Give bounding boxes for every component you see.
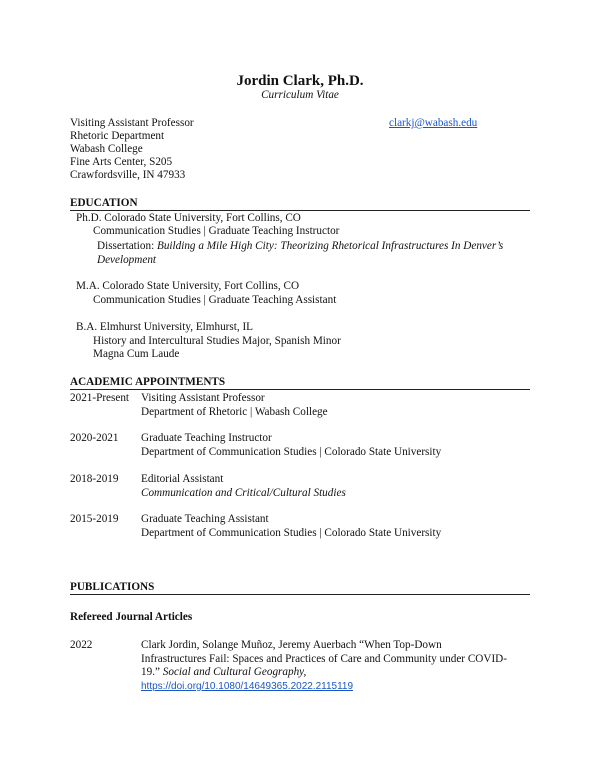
cv-name: Jordin Clark, Ph.D.: [236, 73, 364, 89]
appointment-title: Editorial Assistant: [141, 473, 224, 485]
article-journal: Social and Cultural Geography,: [162, 666, 307, 678]
article-citation-line2: Infrastructures Fail: Spaces and Practices of Care and Community under COVID-: [141, 653, 507, 665]
appointments-rule: [70, 389, 530, 390]
article-doi-link[interactable]: https://doi.org/10.1080/14649365.2022.2115119: [141, 681, 354, 692]
address-title: Visiting Assistant Professor: [70, 117, 194, 129]
refereed-articles-subheading: Refereed Journal Articles: [70, 611, 193, 623]
phd-line: Ph.D. Colorado State University, Fort Collins, CO: [76, 212, 301, 224]
email-link[interactable]: clarkj@wabash.edu: [389, 117, 478, 129]
appointment-detail: Department of Communication Studies | Colorado State University: [141, 527, 442, 539]
article-year: 2022: [70, 639, 93, 651]
appointment-detail: Department of Communication Studies | Colorado State University: [141, 446, 442, 458]
appointment-title: Graduate Teaching Assistant: [141, 513, 269, 525]
ma-line: M.A. Colorado State University, Fort Collins, CO: [76, 280, 300, 292]
appointment-detail: Communication and Critical/Cultural Studies: [141, 487, 346, 499]
address-department: Rhetoric Department: [70, 130, 165, 142]
dissertation-title-cont: Development: [97, 254, 157, 266]
appointment-title: Graduate Teaching Instructor: [141, 432, 272, 444]
ba-major: History and Intercultural Studies Major, Spanish Minor: [93, 335, 341, 347]
address-building: Fine Arts Center, S205: [70, 156, 173, 168]
ba-honors: Magna Cum Laude: [93, 348, 180, 360]
dissertation-label: Dissertation:: [97, 240, 157, 252]
article-citation-end: 19.”: [141, 666, 163, 678]
article-citation-line1: Clark Jordin, Solange Muñoz, Jeremy Auerbach “When Top-Down: [141, 639, 442, 651]
ma-field: Communication Studies | Graduate Teaching Assistant: [93, 294, 337, 306]
appointment-years: 2018-2019: [70, 473, 119, 485]
appointment-years: 2020-2021: [70, 432, 119, 444]
dissertation-title: Building a Mile High City: Theorizing Rhetorical Infrastructures In Denver’s: [156, 240, 504, 252]
appointment-title: Visiting Assistant Professor: [141, 392, 265, 404]
address-college: Wabash College: [70, 143, 143, 155]
appointments-heading: ACADEMIC APPOINTMENTS: [70, 376, 226, 388]
education-rule: [70, 210, 530, 211]
appointment-years: 2021-Present: [70, 392, 130, 404]
publications-rule: [70, 594, 530, 595]
phd-field: Communication Studies | Graduate Teaching Instructor: [93, 225, 340, 237]
ba-line: B.A. Elmhurst University, Elmhurst, IL: [76, 321, 254, 333]
cv-subtitle: Curriculum Vitae: [261, 89, 339, 101]
appointment-detail: Department of Rhetoric | Wabash College: [141, 406, 328, 418]
dissertation-line: [97, 240, 503, 253]
address-city: Crawfordsville, IN 47933: [70, 169, 186, 181]
appointment-years: 2015-2019: [70, 513, 119, 525]
publications-heading: PUBLICATIONS: [70, 581, 155, 593]
article-citation-line3: [141, 666, 306, 679]
education-heading: EDUCATION: [70, 197, 138, 209]
